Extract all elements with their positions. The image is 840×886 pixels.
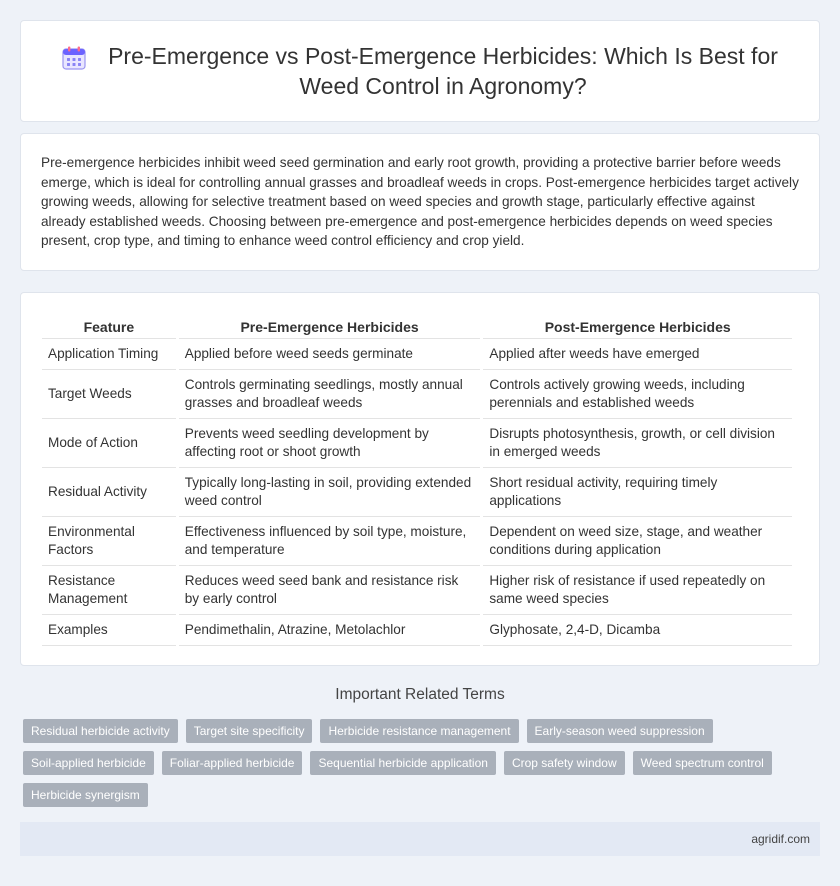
footer xyxy=(20,822,820,856)
related-terms-list xyxy=(23,719,823,815)
post-emergence-cell: Higher risk of resistance if used repeatedly on same weed species xyxy=(483,566,792,615)
pre-emergence-cell: Prevents weed seedling development by affecting root or shoot growth xyxy=(179,419,481,468)
header-post-emergence: Post-Emergence Herbicides xyxy=(483,315,792,339)
related-term-tag[interactable]: Herbicide resistance management xyxy=(320,719,518,743)
pre-emergence-cell: Typically long-lasting in soil, providing extended weed control xyxy=(179,468,481,517)
summary-card xyxy=(20,133,820,271)
post-emergence-cell: Dependent on weed size, stage, and weather conditions during application xyxy=(483,517,792,566)
related-term-tag[interactable]: Residual herbicide activity xyxy=(23,719,178,743)
header-feature: Feature xyxy=(42,315,176,339)
calendar-icon xyxy=(61,45,87,71)
related-term-tag[interactable]: Crop safety window xyxy=(504,751,625,775)
table-card xyxy=(20,292,820,666)
related-terms-title: Important Related Terms xyxy=(335,686,505,703)
feature-cell: Residual Activity xyxy=(42,468,176,517)
post-emergence-cell: Short residual activity, requiring timely applications xyxy=(483,468,792,517)
table-row xyxy=(42,419,792,468)
title-wrap xyxy=(61,41,779,101)
table-header-row xyxy=(42,315,792,339)
post-emergence-cell: Glyphosate, 2,4-D, Dicamba xyxy=(483,615,792,646)
summary-text: Pre-emergence herbicides inhibit weed seed germination and early root growth, providing a protective barrier before weeds emerge, which is ideal for controlling annual grasses and broadleaf weeds in crops. Post-emergence herbicides target actively growing weeds, allowing for selective treatment based on weed species and growth stage, particularly effective against already established weeds. Choosing between pre-emergence and post-emergence herbicides depends on weed species present, crop type, and timing to enhance weed control efficiency and crop yield. xyxy=(41,155,799,248)
table-row xyxy=(42,566,792,615)
pre-emergence-cell: Controls germinating seedlings, mostly annual grasses and broadleaf weeds xyxy=(179,370,481,419)
feature-cell: Environmental Factors xyxy=(42,517,176,566)
pre-emergence-cell: Pendimethalin, Atrazine, Metolachlor xyxy=(179,615,481,646)
header-pre-emergence: Pre-Emergence Herbicides xyxy=(179,315,481,339)
footer-site-link[interactable]: agridif.com xyxy=(751,832,810,846)
related-term-tag[interactable]: Target site specificity xyxy=(186,719,313,743)
related-term-tag[interactable]: Weed spectrum control xyxy=(633,751,772,775)
related-term-tag[interactable]: Herbicide synergism xyxy=(23,783,148,807)
feature-cell: Target Weeds xyxy=(42,370,176,419)
table-row xyxy=(42,468,792,517)
post-emergence-cell: Disrupts photosynthesis, growth, or cell division in emerged weeds xyxy=(483,419,792,468)
page-title: Pre-Emergence vs Post-Emergence Herbicides: Which Is Best for Weed Control in Agronomy? xyxy=(108,43,778,99)
pre-emergence-cell: Reduces weed seed bank and resistance risk by early control xyxy=(179,566,481,615)
table-row xyxy=(42,615,792,646)
post-emergence-cell: Applied after weeds have emerged xyxy=(483,339,792,370)
title-card xyxy=(20,20,820,122)
feature-cell: Mode of Action xyxy=(42,419,176,468)
table-row xyxy=(42,370,792,419)
related-term-tag[interactable]: Sequential herbicide application xyxy=(310,751,495,775)
post-emergence-cell: Controls actively growing weeds, including perennials and established weeds xyxy=(483,370,792,419)
pre-emergence-cell: Effectiveness influenced by soil type, moisture, and temperature xyxy=(179,517,481,566)
feature-cell: Resistance Management xyxy=(42,566,176,615)
feature-cell: Application Timing xyxy=(42,339,176,370)
table-row xyxy=(42,339,792,370)
feature-cell: Examples xyxy=(42,615,176,646)
related-term-tag[interactable]: Soil-applied herbicide xyxy=(23,751,154,775)
table-row xyxy=(42,517,792,566)
related-term-tag[interactable]: Early-season weed suppression xyxy=(527,719,713,743)
related-term-tag[interactable]: Foliar-applied herbicide xyxy=(162,751,303,775)
comparison-table xyxy=(39,315,795,646)
pre-emergence-cell: Applied before weed seeds germinate xyxy=(179,339,481,370)
